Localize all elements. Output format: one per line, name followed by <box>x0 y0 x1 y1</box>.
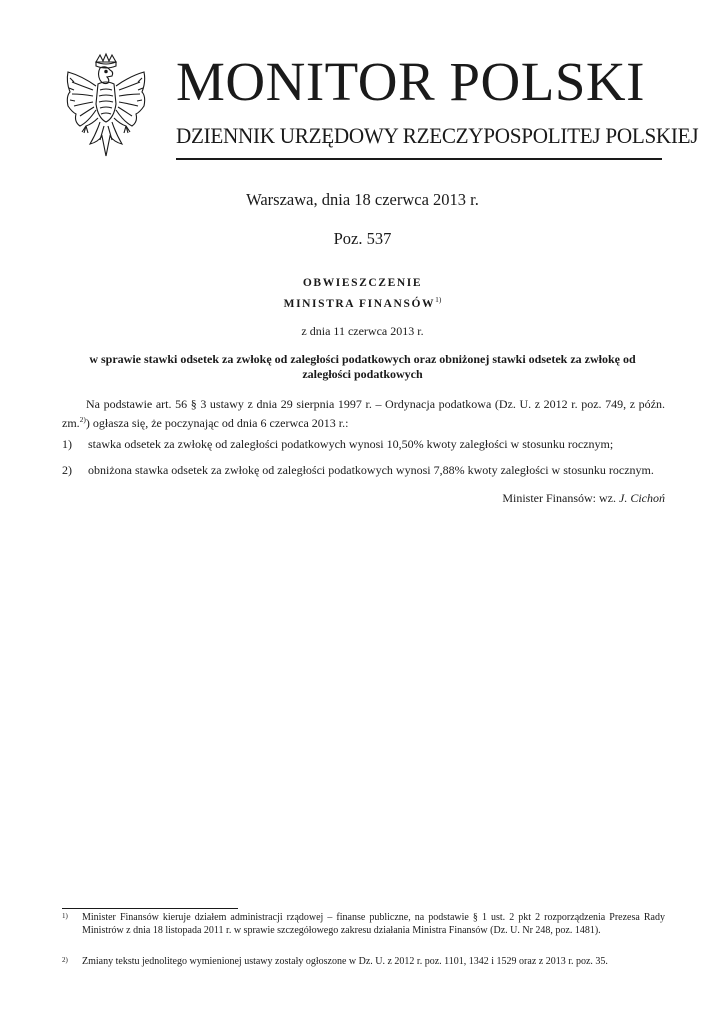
signature <box>502 491 665 506</box>
footnote-text: Minister Finansów kieruje działem administracji rządowej – finanse publiczne, na podstawie § 1 ust. 2 pkt 2 rozporządzenia Prezesa Rady Ministrów z dnia 18 listopada 2011 r. w sprawie szczegółowego zakresu działania Ministra Finansów (Dz. U. Nr 248, poz. 1481). <box>82 912 665 936</box>
masthead-subtitle: DZIENNIK URZĘDOWY RZECZYPOSPOLITEJ POLSKIEJ <box>176 123 699 148</box>
document-authority <box>0 295 725 310</box>
dateline: Warszawa, dnia 18 czerwca 2013 r. <box>246 190 479 209</box>
signature-name: J. Cichoń <box>619 491 665 505</box>
list-item-number: 1) <box>62 437 72 451</box>
polish-eagle-emblem-icon <box>60 52 152 162</box>
authority-name: MINISTRA FINANSÓW <box>283 297 436 310</box>
list-item-text: stawka odsetek za zwłokę od zaległości podatkowych wynosi 10,50% kwoty zaległości w stosunku rocznym; <box>88 437 614 451</box>
masthead-rule <box>176 158 662 160</box>
footnote-text: Zmiany tekstu jednolitego wymienionej ustawy zostały ogłoszone w Dz. U. z 2012 r. poz. 1101, 1342 i 1529 oraz z 2013 r. poz. 35. <box>82 956 608 967</box>
signature-prefix: Minister Finansów: wz. <box>502 491 619 505</box>
footnote-mark: 2) <box>62 956 68 964</box>
document-type: OBWIESZCZENIE <box>302 277 423 289</box>
footnote-rule <box>62 908 238 909</box>
issue-date: z dnia 11 czerwca 2013 r. <box>301 324 424 338</box>
intro-footnote-ref[interactable]: 2) <box>79 415 86 424</box>
list-item-number: 2) <box>62 463 72 477</box>
footnote-mark: 1) <box>62 912 68 920</box>
position-number: Poz. 537 <box>333 229 392 248</box>
document-subject: w sprawie stawki odsetek za zwłokę od zaległości podatkowych oraz obniżonej stawki odsetek za zwłokę od zaległości podatkowych <box>89 352 636 381</box>
footnote <box>62 912 665 937</box>
authority-footnote-ref[interactable]: 1) <box>435 295 442 304</box>
intro-paragraph <box>62 397 665 431</box>
list-item-text: obniżona stawka odsetek za zwłokę od zaległości podatkowych wynosi 7,88% kwoty zaległości w stosunku rocznym. <box>88 463 654 477</box>
intro-text-before: Na podstawie art. 56 § 3 ustawy z dnia 29 sierpnia 1997 r. – Ordynacja podatkowa (Dz. U. z 2012 r. poz. 749, z późn. zm. <box>62 397 665 430</box>
masthead-title: MONITOR POLSKI <box>176 51 645 112</box>
intro-text-after: ) ogłasza się, że poczynając od dnia 6 czerwca 2013 r.: <box>85 416 349 430</box>
footnote <box>62 956 665 969</box>
